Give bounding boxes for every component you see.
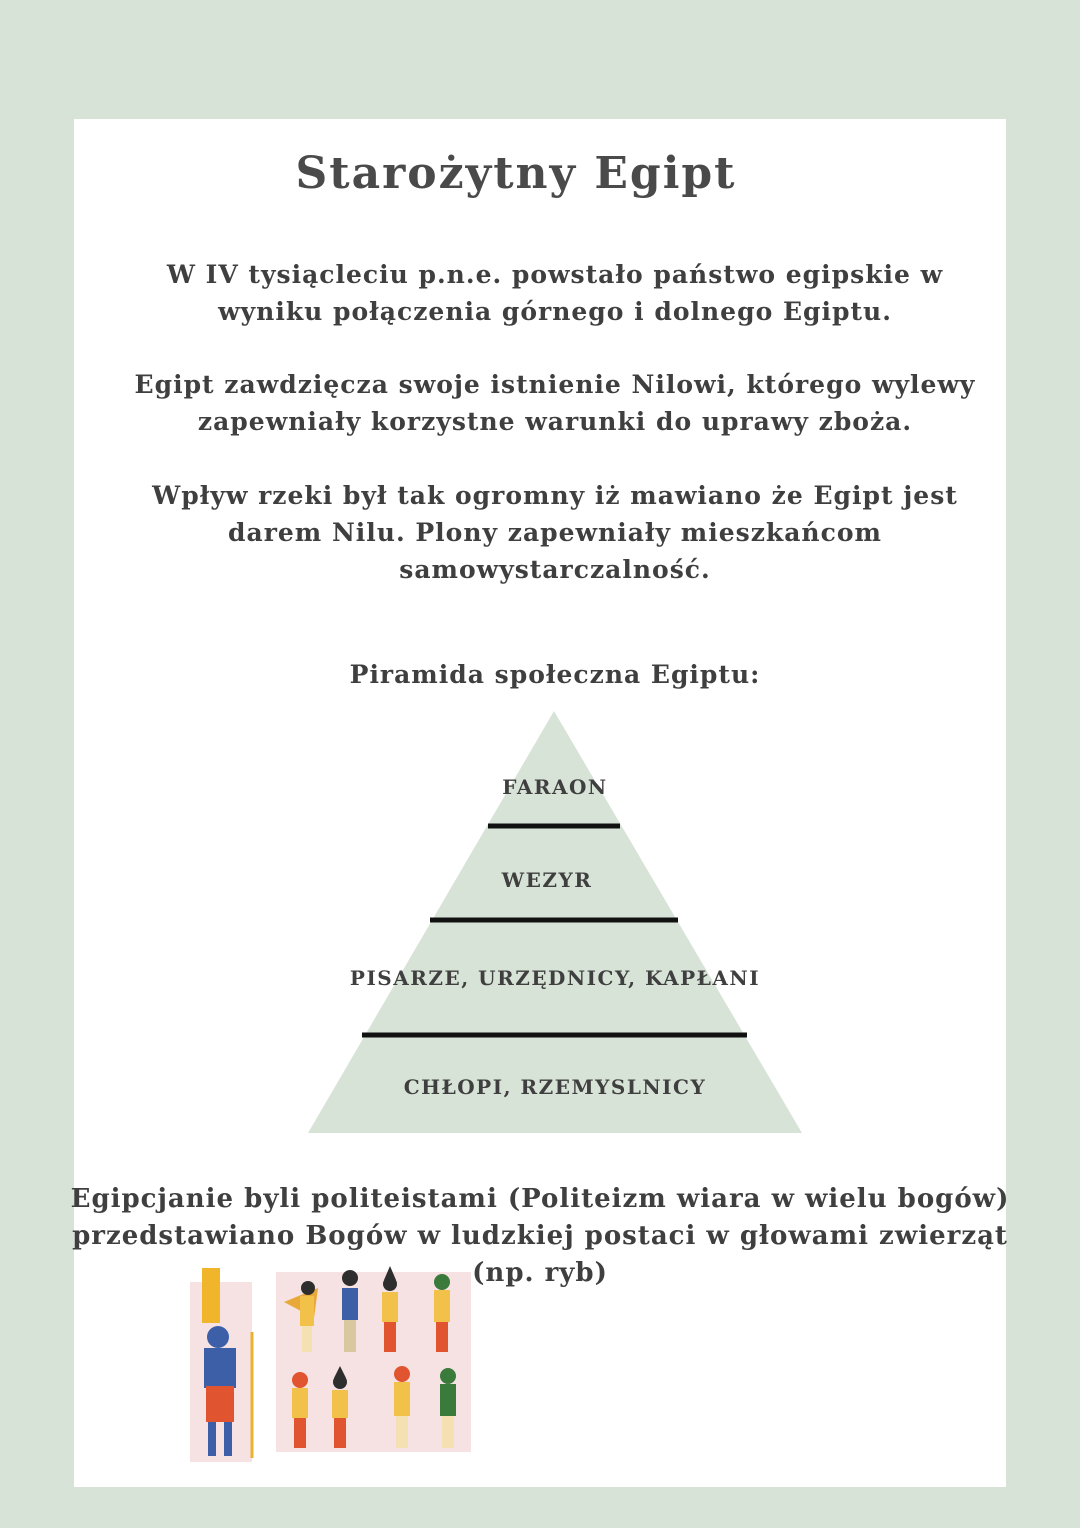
page-title: Starożytny Egipt	[295, 148, 737, 199]
tier-scribes-officials-priests: PISARZE, URZĘDNICY, KAPŁANI	[349, 966, 761, 990]
pyramid-heading: Piramida społeczna Egiptu:	[349, 660, 761, 689]
tier-pharaoh: FARAON	[502, 775, 608, 799]
tier-vizier: WEZYR	[501, 868, 593, 892]
tier-peasants-craftsmen: CHŁOPI, RZEMYSLNICY	[403, 1075, 707, 1099]
paragraph-origin: W IV tysiącleciu p.n.e. powstało państwo egipskie w wyniku połączenia górnego i dolnego Egiptu.	[166, 260, 944, 326]
paragraph-nile: Egipt zawdzięcza swoje istnienie Nilowi, którego wylewy zapewniały korzystne warunki do uprawy zboża.	[134, 370, 976, 436]
paragraph-gift-of-nile: Wpływ rzeki był tak ogromny iż mawiano że Egipt jest darem Nilu. Plony zapewniały mieszkańcom samowystarczalność.	[152, 481, 958, 584]
egyptian-gods-illustration	[190, 1262, 480, 1477]
paragraph-religion: Egipcjanie byli politeistami (Politeizm wiara w wielu bogów) przedstawiano Bogów w ludzkiej postaci w głowami zwierząt (np. ryb)	[70, 1184, 1010, 1288]
